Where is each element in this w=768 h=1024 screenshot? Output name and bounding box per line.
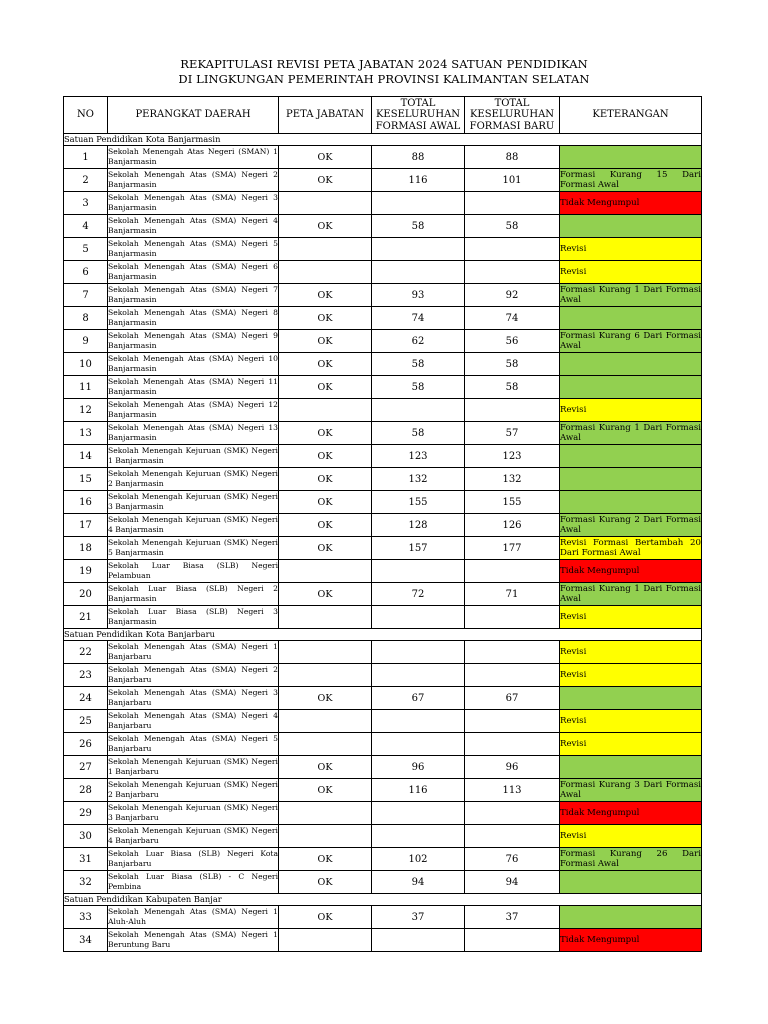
row-formasi-awal [372, 192, 465, 215]
row-keterangan: Revisi [560, 261, 702, 284]
row-perangkat-daerah: Sekolah Luar Biasa (SLB) Negeri Kota Banjarbaru [108, 848, 279, 871]
row-formasi-baru: 113 [465, 779, 560, 802]
row-formasi-baru [465, 929, 560, 952]
row-perangkat-daerah: Sekolah Menengah Kejuruan (SMK) Negeri 3 Banjarbaru [108, 802, 279, 825]
table-row [64, 583, 702, 606]
row-formasi-baru [465, 560, 560, 583]
row-keterangan [560, 468, 702, 491]
row-keterangan: Tidak Mengumpul [560, 802, 702, 825]
row-formasi-awal [372, 733, 465, 756]
row-keterangan: Revisi [560, 399, 702, 422]
row-peta-jabatan: OK [279, 906, 372, 929]
section-title: Satuan Pendidikan Kota Banjarmasin [64, 134, 702, 146]
row-perangkat-daerah: Sekolah Luar Biasa (SLB) Negeri Pelambuan [108, 560, 279, 583]
row-keterangan: Formasi Kurang 6 Dari Formasi Awal [560, 330, 701, 351]
row-formasi-awal [372, 261, 465, 284]
row-peta-jabatan: OK [279, 848, 372, 871]
title-line-1: REKAPITULASI REVISI PETA JABATAN 2024 SATUAN PENDIDIKAN [180, 57, 588, 71]
section-title: Satuan Pendidikan Kabupaten Banjar [64, 894, 702, 906]
row-formasi-awal: 116 [372, 169, 465, 192]
row-number: 28 [64, 779, 108, 802]
row-number: 23 [64, 664, 108, 687]
row-keterangan: Formasi Kurang 1 Dari Formasi Awal [560, 422, 701, 443]
table-row [64, 399, 702, 422]
row-keterangan: Revisi [560, 238, 702, 261]
row-peta-jabatan [279, 238, 372, 261]
row-perangkat-daerah: Sekolah Menengah Atas (SMA) Negeri 1 Aluh-Aluh [108, 906, 279, 929]
table-row [64, 779, 702, 802]
row-perangkat-daerah: Sekolah Menengah Kejuruan (SMK) Negeri 3 Banjarmasin [108, 491, 279, 514]
row-number: 2 [64, 169, 108, 192]
row-peta-jabatan: OK [279, 756, 372, 779]
header-formasi-awal-line-2: KESELURUHAN [375, 109, 461, 121]
row-number: 15 [64, 468, 108, 491]
row-number: 7 [64, 284, 108, 307]
table-row [64, 192, 702, 215]
row-formasi-baru: 101 [465, 169, 560, 192]
row-number: 31 [64, 848, 108, 871]
row-formasi-baru [465, 261, 560, 284]
row-formasi-baru: 57 [465, 422, 560, 445]
row-keterangan: Revisi [560, 641, 702, 664]
row-perangkat-daerah: Sekolah Menengah Atas (SMA) Negeri 7 Banjarmasin [108, 284, 279, 307]
header-peta-jabatan: PETA JABATAN [279, 97, 372, 134]
row-formasi-baru: 132 [465, 468, 560, 491]
row-keterangan: Revisi [560, 710, 702, 733]
header-no: NO [64, 97, 108, 134]
table-row [64, 330, 702, 353]
row-perangkat-daerah: Sekolah Luar Biasa (SLB) Negeri 3 Banjarmasin [108, 606, 279, 629]
row-peta-jabatan [279, 664, 372, 687]
row-formasi-awal: 102 [372, 848, 465, 871]
row-perangkat-daerah: Sekolah Menengah Atas (SMA) Negeri 1 Banjarbaru [108, 641, 279, 664]
row-formasi-awal [372, 825, 465, 848]
table-row [64, 468, 702, 491]
row-formasi-awal: 157 [372, 537, 465, 560]
section-header-row [64, 629, 702, 641]
header-formasi-awal-line-3: FORMASI AWAL [375, 120, 461, 132]
row-peta-jabatan: OK [279, 468, 372, 491]
row-perangkat-daerah: Sekolah Menengah Atas (SMA) Negeri 5 Banjarmasin [108, 238, 279, 261]
row-number: 14 [64, 445, 108, 468]
row-perangkat-daerah: Sekolah Menengah Kejuruan (SMK) Negeri 5 Banjarmasin [108, 537, 279, 560]
row-peta-jabatan [279, 802, 372, 825]
table-row [64, 261, 702, 284]
row-keterangan: Revisi [560, 825, 702, 848]
table-row [64, 606, 702, 629]
table-row [64, 906, 702, 929]
row-formasi-awal [372, 641, 465, 664]
row-formasi-baru: 92 [465, 284, 560, 307]
row-number: 8 [64, 307, 108, 330]
row-peta-jabatan [279, 560, 372, 583]
header-formasi-baru-line-3: FORMASI BARU [469, 120, 555, 132]
row-formasi-baru [465, 192, 560, 215]
row-perangkat-daerah: Sekolah Menengah Atas (SMA) Negeri 2 Banjarbaru [108, 664, 279, 687]
row-number: 1 [64, 146, 108, 169]
row-number: 4 [64, 215, 108, 238]
row-perangkat-daerah: Sekolah Menengah Kejuruan (SMK) Negeri 4 Banjarmasin [108, 514, 279, 537]
row-keterangan [560, 376, 702, 399]
row-peta-jabatan [279, 399, 372, 422]
row-formasi-awal: 58 [372, 353, 465, 376]
row-formasi-awal: 58 [372, 422, 465, 445]
table-row [64, 560, 702, 583]
row-keterangan [560, 307, 702, 330]
row-number: 5 [64, 238, 108, 261]
row-number: 13 [64, 422, 108, 445]
row-formasi-baru: 58 [465, 215, 560, 238]
row-number: 17 [64, 514, 108, 537]
table-body [64, 134, 702, 952]
row-number: 33 [64, 906, 108, 929]
row-formasi-awal [372, 664, 465, 687]
row-keterangan [560, 353, 702, 376]
row-formasi-awal: 58 [372, 215, 465, 238]
table-row [64, 307, 702, 330]
row-formasi-awal [372, 399, 465, 422]
row-perangkat-daerah: Sekolah Menengah Kejuruan (SMK) Negeri 1 Banjarbaru [108, 756, 279, 779]
row-formasi-awal: 58 [372, 376, 465, 399]
row-keterangan: Formasi Kurang 3 Dari Formasi Awal [560, 779, 701, 800]
row-peta-jabatan: OK [279, 687, 372, 710]
row-peta-jabatan: OK [279, 146, 372, 169]
row-number: 25 [64, 710, 108, 733]
row-perangkat-daerah: Sekolah Menengah Atas (SMA) Negeri 8 Banjarmasin [108, 307, 279, 330]
row-keterangan: Revisi Formasi Bertambah 20 Dari Formasi Awal [560, 537, 701, 558]
row-keterangan [560, 445, 702, 468]
document-title [0, 57, 768, 86]
header-formasi-baru-line-2: KESELURUHAN [469, 109, 555, 121]
row-formasi-awal: 155 [372, 491, 465, 514]
title-line-2: DI LINGKUNGAN PEMERINTAH PROVINSI KALIMANTAN SELATAN [178, 71, 590, 86]
row-number: 32 [64, 871, 108, 894]
table-row [64, 710, 702, 733]
row-formasi-baru [465, 733, 560, 756]
row-keterangan [560, 491, 702, 514]
row-peta-jabatan: OK [279, 537, 372, 560]
row-number: 22 [64, 641, 108, 664]
row-formasi-baru: 96 [465, 756, 560, 779]
row-number: 29 [64, 802, 108, 825]
table-row [64, 169, 702, 192]
row-number: 24 [64, 687, 108, 710]
row-formasi-awal [372, 929, 465, 952]
row-perangkat-daerah: Sekolah Menengah Atas (SMA) Negeri 3 Banjarbaru [108, 687, 279, 710]
table-row [64, 871, 702, 894]
row-keterangan [560, 215, 702, 238]
table-row [64, 353, 702, 376]
row-formasi-awal: 132 [372, 468, 465, 491]
row-formasi-baru [465, 825, 560, 848]
section-header-row [64, 134, 702, 146]
row-formasi-awal: 67 [372, 687, 465, 710]
table-row [64, 664, 702, 687]
row-formasi-baru: 74 [465, 307, 560, 330]
row-perangkat-daerah: Sekolah Menengah Atas (SMA) Negeri 6 Banjarmasin [108, 261, 279, 284]
row-perangkat-daerah: Sekolah Menengah Atas Negeri (SMAN) 1 Banjarmasin [108, 146, 279, 169]
row-number: 11 [64, 376, 108, 399]
row-peta-jabatan: OK [279, 376, 372, 399]
row-formasi-baru: 58 [465, 376, 560, 399]
row-formasi-baru [465, 710, 560, 733]
row-formasi-awal: 123 [372, 445, 465, 468]
row-perangkat-daerah: Sekolah Menengah Atas (SMA) Negeri 5 Banjarbaru [108, 733, 279, 756]
table-row [64, 537, 702, 560]
row-number: 6 [64, 261, 108, 284]
row-peta-jabatan: OK [279, 353, 372, 376]
row-peta-jabatan [279, 606, 372, 629]
row-formasi-awal: 37 [372, 906, 465, 929]
row-formasi-baru: 67 [465, 687, 560, 710]
row-peta-jabatan: OK [279, 514, 372, 537]
row-formasi-awal [372, 560, 465, 583]
row-perangkat-daerah: Sekolah Menengah Atas (SMA) Negeri 3 Banjarmasin [108, 192, 279, 215]
row-formasi-awal: 88 [372, 146, 465, 169]
row-number: 10 [64, 353, 108, 376]
row-formasi-baru [465, 664, 560, 687]
row-formasi-baru: 37 [465, 906, 560, 929]
section-title: Satuan Pendidikan Kota Banjarbaru [64, 629, 702, 641]
row-perangkat-daerah: Sekolah Menengah Atas (SMA) Negeri 13 Banjarmasin [108, 422, 279, 445]
table-row [64, 848, 702, 871]
row-perangkat-daerah: Sekolah Luar Biasa (SLB) - C Negeri Pembina [108, 871, 279, 894]
header-formasi-awal [372, 97, 465, 134]
row-formasi-baru: 177 [465, 537, 560, 560]
row-number: 27 [64, 756, 108, 779]
row-perangkat-daerah: Sekolah Luar Biasa (SLB) Negeri 2 Banjarmasin [108, 583, 279, 606]
row-perangkat-daerah: Sekolah Menengah Atas (SMA) Negeri 12 Banjarmasin [108, 399, 279, 422]
row-keterangan: Tidak Mengumpul [560, 929, 702, 952]
row-formasi-awal [372, 710, 465, 733]
row-number: 12 [64, 399, 108, 422]
row-formasi-baru: 126 [465, 514, 560, 537]
row-peta-jabatan: OK [279, 422, 372, 445]
row-keterangan: Revisi [560, 606, 702, 629]
row-formasi-baru: 56 [465, 330, 560, 353]
row-formasi-awal: 62 [372, 330, 465, 353]
row-formasi-awal: 72 [372, 583, 465, 606]
row-perangkat-daerah: Sekolah Menengah Atas (SMA) Negeri 2 Banjarmasin [108, 169, 279, 192]
table-row [64, 929, 702, 952]
row-keterangan: Revisi [560, 733, 702, 756]
row-formasi-awal [372, 238, 465, 261]
row-formasi-baru [465, 641, 560, 664]
row-perangkat-daerah: Sekolah Menengah Atas (SMA) Negeri 9 Banjarmasin [108, 330, 279, 353]
row-formasi-awal: 128 [372, 514, 465, 537]
row-peta-jabatan [279, 641, 372, 664]
row-keterangan [560, 906, 702, 929]
row-perangkat-daerah: Sekolah Menengah Kejuruan (SMK) Negeri 2 Banjarmasin [108, 468, 279, 491]
header-formasi-baru [465, 97, 560, 134]
row-perangkat-daerah: Sekolah Menengah Kejuruan (SMK) Negeri 4 Banjarbaru [108, 825, 279, 848]
row-peta-jabatan [279, 733, 372, 756]
row-perangkat-daerah: Sekolah Menengah Kejuruan (SMK) Negeri 1 Banjarmasin [108, 445, 279, 468]
row-formasi-awal [372, 802, 465, 825]
table-row [64, 491, 702, 514]
row-formasi-awal: 96 [372, 756, 465, 779]
table-header-row [64, 97, 702, 134]
table-row [64, 641, 702, 664]
row-formasi-baru: 58 [465, 353, 560, 376]
recap-table [63, 96, 702, 952]
row-formasi-baru: 71 [465, 583, 560, 606]
row-formasi-baru: 155 [465, 491, 560, 514]
row-perangkat-daerah: Sekolah Menengah Atas (SMA) Negeri 4 Banjarbaru [108, 710, 279, 733]
row-formasi-baru: 76 [465, 848, 560, 871]
table-row [64, 445, 702, 468]
row-formasi-baru [465, 606, 560, 629]
row-number: 34 [64, 929, 108, 952]
row-peta-jabatan: OK [279, 491, 372, 514]
row-keterangan [560, 146, 702, 169]
row-number: 19 [64, 560, 108, 583]
header-formasi-baru-line-1: TOTAL [494, 97, 530, 109]
row-formasi-baru [465, 399, 560, 422]
row-formasi-baru: 123 [465, 445, 560, 468]
table-row [64, 376, 702, 399]
row-keterangan: Tidak Mengumpul [560, 192, 702, 215]
row-peta-jabatan: OK [279, 169, 372, 192]
row-formasi-awal [372, 606, 465, 629]
header-formasi-awal-line-1: TOTAL [400, 97, 436, 109]
row-keterangan: Formasi Kurang 26 Dari Formasi Awal [560, 848, 701, 869]
row-keterangan: Formasi Kurang 2 Dari Formasi Awal [560, 514, 701, 535]
row-keterangan: Formasi Kurang 15 Dari Formasi Awal [560, 169, 701, 190]
table-row [64, 146, 702, 169]
row-formasi-awal: 116 [372, 779, 465, 802]
table-row [64, 825, 702, 848]
row-perangkat-daerah: Sekolah Menengah Atas (SMA) Negeri 10 Banjarmasin [108, 353, 279, 376]
row-number: 3 [64, 192, 108, 215]
row-formasi-baru [465, 802, 560, 825]
row-number: 16 [64, 491, 108, 514]
row-keterangan: Revisi [560, 664, 702, 687]
row-peta-jabatan: OK [279, 445, 372, 468]
row-keterangan [560, 756, 702, 779]
row-number: 21 [64, 606, 108, 629]
row-keterangan [560, 687, 702, 710]
row-perangkat-daerah: Sekolah Menengah Atas (SMA) Negeri 1 Beruntung Baru [108, 929, 279, 952]
row-formasi-awal: 94 [372, 871, 465, 894]
table-row [64, 215, 702, 238]
row-keterangan: Tidak Mengumpul [560, 560, 702, 583]
table-row [64, 422, 702, 445]
row-formasi-baru: 88 [465, 146, 560, 169]
row-perangkat-daerah: Sekolah Menengah Atas (SMA) Negeri 4 Banjarmasin [108, 215, 279, 238]
section-header-row [64, 894, 702, 906]
table-row [64, 687, 702, 710]
table-row [64, 284, 702, 307]
header-keterangan: KETERANGAN [560, 97, 702, 134]
row-perangkat-daerah: Sekolah Menengah Kejuruan (SMK) Negeri 2 Banjarbaru [108, 779, 279, 802]
row-peta-jabatan: OK [279, 215, 372, 238]
row-keterangan: Formasi Kurang 1 Dari Formasi Awal [560, 583, 701, 604]
row-peta-jabatan [279, 825, 372, 848]
row-perangkat-daerah: Sekolah Menengah Atas (SMA) Negeri 11 Banjarmasin [108, 376, 279, 399]
table-row [64, 733, 702, 756]
table-row [64, 756, 702, 779]
row-number: 26 [64, 733, 108, 756]
row-peta-jabatan: OK [279, 307, 372, 330]
row-peta-jabatan [279, 261, 372, 284]
row-number: 20 [64, 583, 108, 606]
row-peta-jabatan: OK [279, 779, 372, 802]
table-row [64, 238, 702, 261]
row-peta-jabatan [279, 192, 372, 215]
row-formasi-awal: 93 [372, 284, 465, 307]
header-perangkat-daerah: PERANGKAT DAERAH [108, 97, 279, 134]
row-peta-jabatan [279, 710, 372, 733]
row-peta-jabatan [279, 929, 372, 952]
row-formasi-awal: 74 [372, 307, 465, 330]
row-formasi-baru: 94 [465, 871, 560, 894]
row-peta-jabatan: OK [279, 284, 372, 307]
row-peta-jabatan: OK [279, 871, 372, 894]
row-formasi-baru [465, 238, 560, 261]
table-row [64, 514, 702, 537]
row-keterangan [560, 871, 702, 894]
row-number: 9 [64, 330, 108, 353]
row-number: 18 [64, 537, 108, 560]
table-row [64, 802, 702, 825]
row-keterangan: Formasi Kurang 1 Dari Formasi Awal [560, 284, 701, 305]
row-peta-jabatan: OK [279, 330, 372, 353]
row-number: 30 [64, 825, 108, 848]
row-peta-jabatan: OK [279, 583, 372, 606]
